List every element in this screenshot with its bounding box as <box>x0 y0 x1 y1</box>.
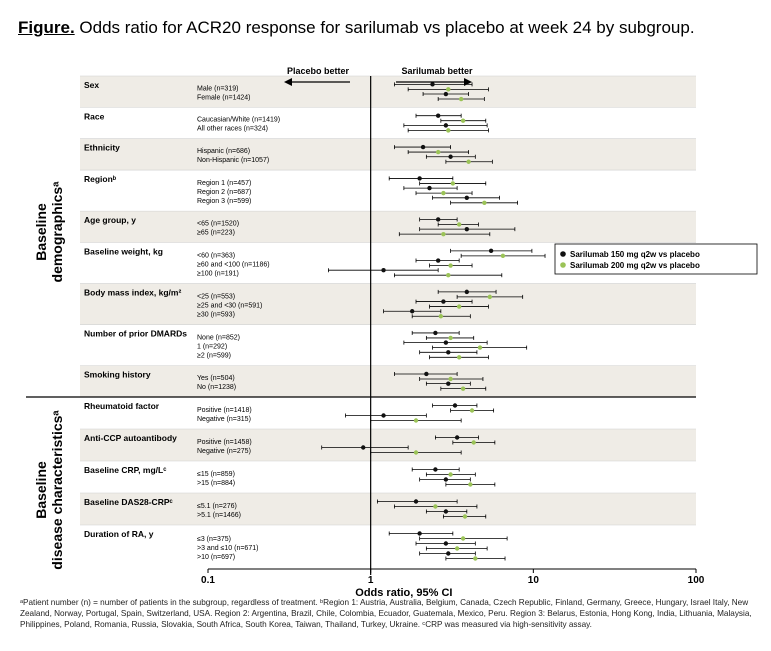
point-150mg <box>410 309 414 313</box>
point-150mg <box>436 258 440 262</box>
x-tick-label: 10 <box>527 575 539 586</box>
level-label: ≥2 (n=599) <box>197 352 232 360</box>
level-label: <60 (n=363) <box>197 252 236 260</box>
point-150mg <box>446 350 450 354</box>
x-tick-label: 100 <box>687 575 705 586</box>
point-150mg <box>441 299 445 303</box>
point-150mg <box>444 477 448 481</box>
point-200mg <box>441 232 445 236</box>
level-label: Negative (n=315) <box>197 416 251 423</box>
level-label: None (n=852) <box>197 334 241 342</box>
point-150mg <box>444 541 448 545</box>
point-150mg <box>489 249 493 253</box>
level-label: ≥65 (n=223) <box>197 229 235 237</box>
point-150mg <box>465 290 469 294</box>
point-200mg <box>461 386 465 390</box>
point-200mg <box>457 222 461 226</box>
point-200mg <box>414 418 418 422</box>
subgroup-title: Sex <box>84 80 100 90</box>
level-label: ≤3 (n=375) <box>197 536 232 543</box>
point-150mg <box>436 114 440 118</box>
level-label: Female (n=1424) <box>197 94 251 102</box>
level-label: Region 2 (n=687) <box>197 189 252 197</box>
point-150mg <box>453 403 457 407</box>
level-label: Positive (n=1418) <box>197 407 252 414</box>
level-label: ≥25 and <30 (n=591) <box>197 302 263 310</box>
point-200mg <box>441 191 445 195</box>
point-200mg <box>457 304 461 308</box>
point-150mg <box>430 82 434 86</box>
point-150mg <box>381 413 385 417</box>
group-label <box>33 410 65 570</box>
point-150mg <box>433 331 437 335</box>
subgroup-title: Number of prior DMARDs <box>84 328 187 339</box>
point-200mg <box>439 314 443 318</box>
legend-marker-150mg <box>560 251 566 257</box>
sarilumab-better-label: Sarilumab better <box>401 66 473 76</box>
group-label <box>33 181 65 283</box>
point-200mg <box>501 254 505 258</box>
legend-label: Sarilumab 150 mg q2w vs placebo <box>570 250 700 259</box>
level-label: ≤5.1 (n=276) <box>197 503 237 510</box>
level-label: Caucasian/White (n=1419) <box>197 116 281 124</box>
level-label: Non-Hispanic (n=1057) <box>197 157 270 165</box>
x-axis-label: Odds ratio, 95% CI <box>355 587 453 599</box>
point-150mg <box>433 467 437 471</box>
level-label: Male (n=319) <box>197 85 239 93</box>
level-label: <65 (n=1520) <box>197 220 240 228</box>
point-200mg <box>461 119 465 123</box>
point-200mg <box>457 355 461 359</box>
level-label: >15 (n=884) <box>197 480 236 487</box>
level-label: Hispanic (n=686) <box>197 148 251 156</box>
point-150mg <box>444 509 448 513</box>
point-150mg <box>455 435 459 439</box>
point-200mg <box>446 128 450 132</box>
subgroup-title: Duration of RA, y <box>84 529 154 539</box>
point-150mg <box>448 155 452 159</box>
point-150mg <box>444 340 448 344</box>
x-tick-label: 1 <box>367 575 374 586</box>
level-label: 1 (n=292) <box>197 343 228 351</box>
subgroup-title: Body mass index, kg/m² <box>84 287 182 298</box>
level-label: All other races (n=324) <box>197 125 269 133</box>
point-150mg <box>361 445 365 449</box>
point-200mg <box>446 273 450 277</box>
level-label: ≤15 (n=859) <box>197 471 235 478</box>
point-150mg <box>444 92 448 96</box>
group-label-line: Baseline <box>33 461 49 519</box>
legend-marker-200mg <box>560 262 566 268</box>
point-150mg <box>446 381 450 385</box>
figure-label: Figure. <box>18 18 75 37</box>
point-150mg <box>381 268 385 272</box>
figure-title-text: Odds ratio for ACR20 response for sarilumab vs placebo at week 24 by subgroup. <box>74 18 695 37</box>
point-200mg <box>433 504 437 508</box>
point-150mg <box>465 227 469 231</box>
level-label: ≥30 (n=593) <box>197 311 235 319</box>
subgroup-title: Smoking history <box>84 369 151 380</box>
group-label-line: disease characteristicsᵃ <box>49 410 65 570</box>
subgroup-title: Race <box>84 111 105 122</box>
point-200mg <box>448 472 452 476</box>
point-200mg <box>436 150 440 154</box>
subgroup-band <box>80 366 696 397</box>
subgroup-title: Rheumatoid factor <box>84 401 160 411</box>
point-150mg <box>417 531 421 535</box>
subgroup-band <box>80 139 696 170</box>
subgroup-band <box>80 76 696 107</box>
subgroup-title: Ethnicity <box>84 142 120 153</box>
point-200mg <box>461 536 465 540</box>
point-200mg <box>478 345 482 349</box>
point-150mg <box>446 551 450 555</box>
subgroup-band <box>80 211 696 242</box>
level-label: Yes (n=504) <box>197 375 235 382</box>
point-200mg <box>448 263 452 267</box>
level-label: Region 1 (n=457) <box>197 180 252 188</box>
point-200mg <box>472 440 476 444</box>
footnote: ᵃPatient number (n) = number of patients in the subgroup, regardless of treatment. ᵇRegion 1: Austria, Australia, Belgium, Canada, Czech Republic, Finland, Germany, Greece, Hungary, Israel Italy, New Zealand, Norway, Portugal, Spain, Switzerland, USA. Region 2: Argentina, Brazil, Chile, Colombia, Ecuador, Guatemala, Mexico, Peru. Region 3: Belarus, Estonia, Hong Kong, India, Lithuania, Malaysia, Philippines, Poland, Romania, Russia, Slovakia, South Africa, South Korea, Taiwan, Thailand, Turkey, Ukraine. ᶜCRP was measured via high-sensitivity assay. <box>20 598 752 629</box>
subgroup-title: Age group, y <box>84 215 136 226</box>
point-200mg <box>488 295 492 299</box>
point-200mg <box>448 336 452 340</box>
point-150mg <box>436 217 440 221</box>
level-label: ≥100 (n=191) <box>197 270 239 278</box>
level-label: >10 (n=697) <box>197 554 236 561</box>
point-200mg <box>482 201 486 205</box>
point-150mg <box>417 176 421 180</box>
x-tick-label: 0.1 <box>201 575 215 586</box>
point-200mg <box>414 450 418 454</box>
level-label: ≥60 and <100 (n=1186) <box>197 261 270 269</box>
point-150mg <box>427 186 431 190</box>
level-label: >3 and ≤10 (n=671) <box>197 545 259 552</box>
group-label-line: Baseline <box>33 203 49 261</box>
point-200mg <box>473 556 477 560</box>
point-200mg <box>459 97 463 101</box>
level-label: Region 3 (n=599) <box>197 198 252 206</box>
point-200mg <box>451 181 455 185</box>
level-label: Negative (n=275) <box>197 448 251 455</box>
point-150mg <box>424 372 428 376</box>
point-150mg <box>421 145 425 149</box>
level-label: >5.1 (n=1466) <box>197 512 241 519</box>
point-150mg <box>465 196 469 200</box>
point-200mg <box>446 87 450 91</box>
point-200mg <box>466 160 470 164</box>
point-200mg <box>468 482 472 486</box>
subgroup-title: Baseline CRP, mg/Lᶜ <box>84 465 167 475</box>
group-label-line: demographicsᵃ <box>49 181 65 283</box>
point-200mg <box>448 377 452 381</box>
point-150mg <box>444 123 448 127</box>
placebo-better-label: Placebo better <box>286 66 350 76</box>
subgroup-title: Baseline DAS28-CRPᶜ <box>84 497 173 507</box>
legend-label: Sarilumab 200 mg q2w vs placebo <box>570 261 700 270</box>
point-200mg <box>470 408 474 412</box>
point-200mg <box>463 514 467 518</box>
level-label: No (n=1238) <box>197 384 237 391</box>
point-150mg <box>414 499 418 503</box>
subgroup-title: Baseline weight, kg <box>84 246 163 257</box>
level-label: Positive (n=1458) <box>197 439 252 446</box>
subgroup-title: Anti-CCP autoantibody <box>84 433 177 443</box>
level-label: <25 (n=553) <box>197 293 236 301</box>
subgroup-title: Regionᵇ <box>84 174 117 185</box>
point-200mg <box>455 546 459 550</box>
